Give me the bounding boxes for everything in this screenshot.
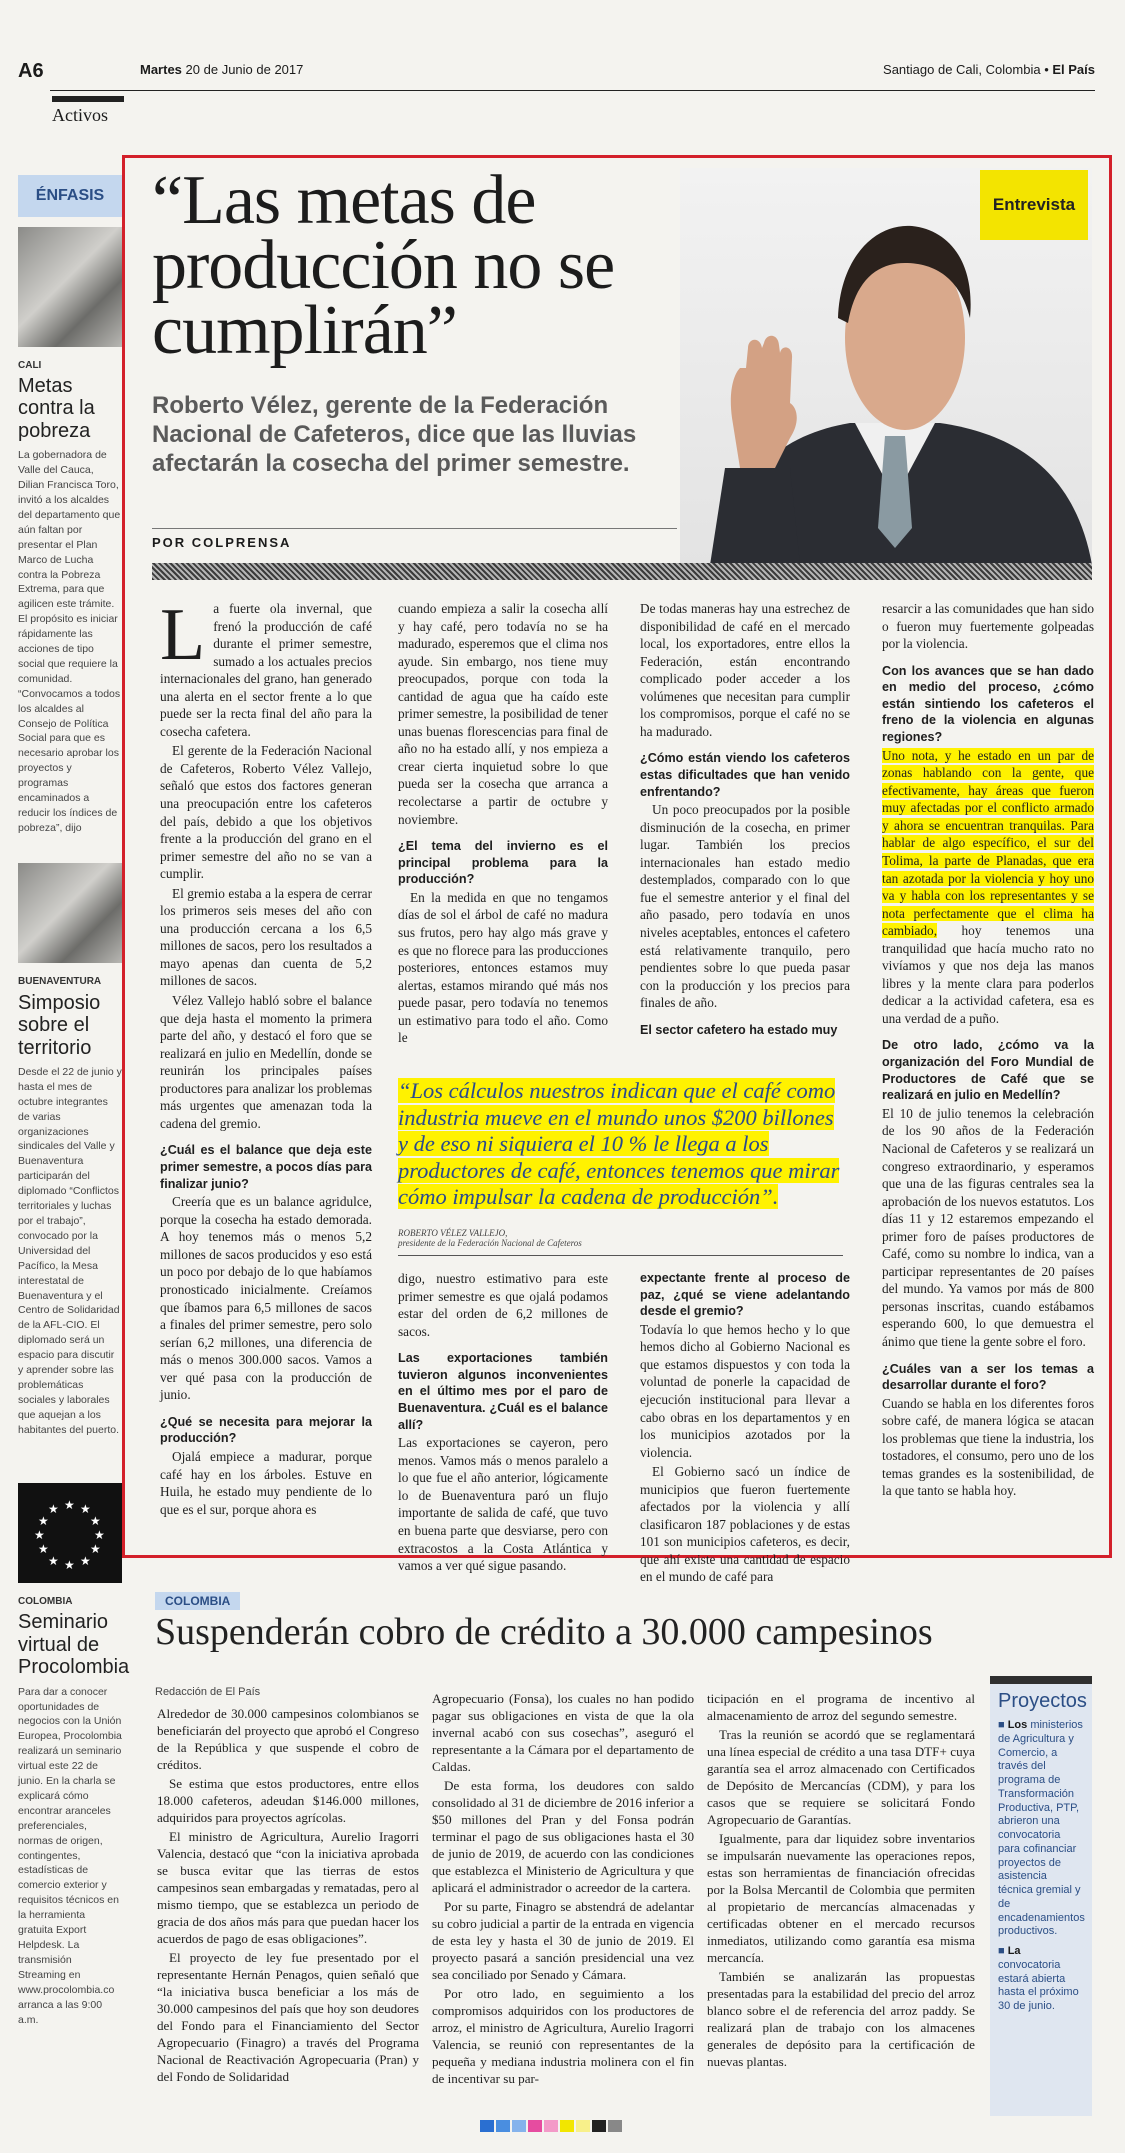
section-tag: Activos	[52, 96, 124, 140]
projects-sidebar	[990, 1676, 1092, 2116]
paragraph: Por otro lado, en seguimiento a los compromisos adquiridos con los productores de arroz, el ministro de Agricultura, Aurelio Iragorri Valencia, se reunió con representantes de la pequeña y mediana industria molinera con el fin de incentivar su par-	[432, 1986, 694, 2087]
pull-quote	[398, 1078, 843, 1211]
left-rail	[18, 175, 130, 2045]
article2-byline: Redacción de El País	[155, 1686, 261, 1698]
article2-column-3	[707, 1690, 975, 2125]
paragraph: El Gobierno sacó un índice de municipios que fueron fuertemente afectados por la violencia y allí clasificaron 187 poblaciones y de estas 101 son municipios cafeteros, es decir, que ahí existe una cantidad de espacio en el mundo de café para	[640, 1464, 850, 1585]
color-swatch	[480, 2120, 494, 2132]
rail-photo-buenaventura	[18, 863, 122, 963]
enfasis-label: ÉNFASIS	[18, 175, 122, 217]
paragraph: El ministro de Agricultura, Aurelio Iragorri Valencia, destacó que “con la iniciativa aprobada se busca evitar que las tierras de estos campesinos sean embargadas y rematadas, pero al mismo tiempo, que se establezca un periodo de gracia de dos años más para que puedan hacer los acuerdos de pago de esas obligaciones”.	[157, 1829, 419, 1947]
paragraph: Alrededor de 30.000 campesinos colombianos se beneficiarán del proyecto que aprobó el Congreso de la República y que suspende el cobro de créditos.	[157, 1706, 419, 1773]
paragraph: El proyecto de ley fue presentado por el representante Hernán Penagos, quien señaló que “la iniciativa busca beneficiar a los más de 30.000 campesinos del país que hoy son deudores del Fondo para el Financiamiento del Sector Agropecuario (Finagro) a través del Programa Nacional de Reactivación Agropecuaria (Pran) y del Fondo de Solidaridad	[157, 1950, 419, 2085]
question: De otro lado, ¿cómo va la organización del Foro Mundial de Productores de Café que se realizará en julio en Medellín?	[882, 1038, 1094, 1103]
paragraph: Vélez Vallejo habló sobre el balance que deja hasta el momento la primera parte del año, y destacó el foro que se realizará en julio en Medellín, donde se reunirán los principales países productores para analizar los problemas más urgentes que amenazan toda la cadena del gremio.	[160, 993, 372, 1131]
header-paper: El País	[1052, 62, 1095, 77]
question: El sector cafetero ha estado muy	[640, 1022, 838, 1037]
paragraph: El gerente de la Federación Nacional de Cafeteros, Roberto Vélez Vallejo, señaló que estos dos factores generan una preocupación entre los cafeteros del país, debido a que los objetivos frente a la producción del grano en el primer semestre del año no se van a cumplir.	[160, 743, 372, 882]
paragraph: Tras la reunión se acordó que se reglamentará una línea especial de crédito a una tasa DTF+ cuya garantía sea el arroz almacenado con Certificados de Depósito de Mercancías (CDM), y para los casos que se requiere se solicitará Fondo Agropecuario de Garantías.	[707, 1727, 975, 1828]
sidebar-top-bar	[990, 1676, 1092, 1684]
paragraph: También se analizarán las propuestas presentadas para la estabilidad del precio del arroz blanco sobre el de referencia del arroz paddy. Se realizará plan de trabajo con los almacenes generales de depósito para la certificación de nuevas plantas.	[707, 1969, 975, 2070]
paragraph: En la medida en que no tengamos días de sol el árbol de café no madura sus frutos, pero hay algo más grave y es que no florece para las producciones posteriores, entonces estamos muy alertas, estamos mirando qué más nos puede pasar, pero todavía no tenemos un estimativo para todo el año. Como le	[398, 889, 608, 1046]
sidebar-item: ■ Los ministerios de Agricultura y Comercio, a través del programa de Transformación Productiva, PTP, abrieron una convocatoria para cofinanciar proyectos de asistencia técnica gremial y de encadenamientos productivos.	[998, 1719, 1085, 1938]
pull-quote-rule	[398, 1255, 843, 1256]
paragraph: Creería que es un balance agridulce, porque la cosecha ha estado demorada. A hoy tenemos más o menos 5,2 millones de sacos producidos y eso está un poco por debajo de lo que habíamos pronosticado inicialmente. Creíamos que íbamos para 6,5 millones de sacos a finales del primer semestre, pero solo serían 6,2 millones, una diferencia de más o menos 300.000 sacos. Vamos a ver qué pasa con la producción de junio.	[160, 1194, 372, 1403]
paragraph: cuando empieza a salir la cosecha allí y hay café, pero todavía no se ha madurado, esperemos que el clima nos ayude. Sin embargo, nos tiene muy preocupados, porque con toda la cantidad de agua que ha caído este primer semestre, la posibilidad de tener unas buenas florescencias para final de año no ha estado allí, y nos empieza a crear cierta inquietud sobre lo que pueda ser la cosecha que arranca a recolectarse a partir de octubre y noviembre.	[398, 601, 608, 827]
article-column-1	[160, 594, 372, 1517]
color-swatch	[496, 2120, 510, 2132]
rail-body: La gobernadora de Valle del Cauca, Dilian Francisca Toro, invitó a los alcaldes del departamento que aún faltan por presentar el Plan Marco de Lucha contra la Pobreza Extrema, para que agilicen este trámite. El propósito es iniciar rápidamente las acciones de tipo social que requiere la comunidad. “Convocamos a todos los alcaldes al Consejo de Política Social para que es necesario aprobar los proyectos y programas encaminados a reducir los índices de pobreza”, dijo	[18, 449, 121, 834]
question: ¿Cómo están viendo los cafeteros estas dificultades que han venido enfrentando?	[640, 751, 850, 799]
header-weekday: Martes	[140, 62, 182, 77]
highlighted-text: Uno nota, y he estado en un par de zonas hablando con la gente, que efectivamente, hay áreas que fueron muy afectadas por el conflicto armado y ahora se encuentran tranquilas. Para hablar de algo específico, el sur del Tolima, la parte de Planadas, que era tan azotada por la violencia y hoy uno va y habla con los representantes y se nota perfectamente que el clima ha cambiado,	[882, 747, 1094, 939]
rail-headline: Seminario virtual de Procolombia	[18, 1611, 130, 1679]
page-number: A6	[18, 60, 44, 82]
article-column-3-bottom	[640, 1270, 850, 1585]
paragraph: resarcir a las comunidades que han sido o fueron muy fuertemente golpeadas por la violencia.	[882, 601, 1094, 652]
color-swatch	[592, 2120, 606, 2132]
paragraph: Ojalá empiece a madurar, porque café hay en los árboles. Estuve en Huila, he estado muy pendiente de lo que es el sur, porque ahora es	[160, 1449, 372, 1517]
header-city-text: Santiago de Cali, Colombia	[883, 62, 1041, 77]
header-rule	[50, 90, 1095, 91]
question: ¿El tema del invierno es el principal problema para la producción?	[398, 839, 608, 887]
sidebar-item-lead: La	[1007, 1945, 1021, 1957]
sidebar-item-lead: Los	[1007, 1719, 1028, 1731]
article-headline: “Las metas de producción no se cumplirán”	[152, 162, 615, 370]
pull-quote-name: ROBERTO VÉLEZ VALLEJO,	[398, 1228, 508, 1238]
color-swatch	[528, 2120, 542, 2132]
article2-kicker: COLOMBIA	[155, 1592, 240, 1610]
sidebar-item: ■ La convocatoria estará abierta hasta el próximo 30 de junio.	[998, 1945, 1079, 2012]
rail-kicker: CALI	[18, 359, 42, 371]
paragraph: Agropecuario (Fonsa), los cuales no han podido pagar sus obligaciones en vista de que la ola invernal acabó con sus cosechas”, aseguró el representante a la Cámara por el departamento de Caldas.	[432, 1691, 694, 1775]
color-swatch	[576, 2120, 590, 2132]
paragraph: Cuando se habla en los diferentes foros sobre café, de manera lógica se atacan los problemas que tiene la industria, los tostadores, el consumo, pero uno de los temas grandes es la sostenibilidad, de la que tanto se habla hoy.	[882, 1395, 1094, 1499]
color-swatch	[544, 2120, 558, 2132]
question: Las exportaciones también tuvieron algunos inconvenientes en el último mes por el paro de Buenaventura. ¿Cuál es el balance allí?	[398, 1351, 608, 1432]
paragraph: El 10 de julio tenemos la celebración de los 90 años de la Federación Nacional de Cafeteros y se realizará un congreso extraordinario, y esperamos que una de las figuras centrales sea la aprobación de los nuevos estatutos. Los días 11 y 12 estaremos empezando el primer foro de países productores de Café, como su nombre lo indica, van a participar representantes de 20 países del mundo. Ya vamos por más de 800 personas inscritas, cuando estábamos esperando 600, lo que demuestra el ánimo que tiene la gente sobre el foro.	[882, 1105, 1094, 1349]
rail-kicker: COLOMBIA	[18, 1595, 73, 1607]
question: Con los avances que se han dado en medio del proceso, ¿cómo están sintiendo los cafeteros el freno de la violencia en algunas regiones?	[882, 663, 1094, 745]
rail-photo-cali	[18, 227, 122, 347]
paragraph: a fuerte ola invernal, que frenó la producción de café durante el primer semestre, sumado a los actuales precios internacionales del grano, han generado una alerta en el sector frente a lo que puede ser la recta final del año para la cosecha cafetera.	[160, 601, 372, 739]
paragraph: ticipación en el programa de incentivo al almacenamiento de arroz del segundo semestre.	[707, 1691, 975, 1724]
sidebar-item-text: ministerios de Agricultura y Comercio, a través del programa de Transformación Productiva, PTP, abrieron una convocatoria para cofinanciar proyectos de asistencia técnica gremial y de encadenamientos productivos.	[998, 1719, 1085, 1938]
rail-body: Desde el 22 de junio y hasta el mes de octubre integrantes de varias organizaciones sindicales del Valle y Buenaventura participarán del diplomado “Conflictos territoriales y luchas por el trabajo”, convocado por la Universidad del Pacífico, la Mesa interestatal de Buenaventura y el Centro de Solidaridad de la AFL-CIO. El diplomado será un espacio para discutir y aprender sobre las problemáticas sociales y laborales que aquejan a los habitantes del puerto.	[18, 1065, 122, 1436]
question: ¿Qué se necesita para mejorar la producción?	[160, 1414, 372, 1446]
paragraph: Las exportaciones se cayeron, pero menos. Vamos más o menos paralelo a lo que fue el año anterior, lógicamente lo de Buenaventura paró un flujo importante de salida de café, que tuvo en buena parte que desviarse, pero con extracostos a la Costa Atlántica y vamos a ver qué sigue pasando.	[398, 1435, 608, 1574]
article-column-3-top	[640, 600, 850, 1070]
pull-quote-text: “Los cálculos nuestros indican que el café como industria mueve en el mundo unos $200 billones y de eso ni siquiera el 10 % le llega a los productores de café, entonces tenemos que mirar cómo impulsar la cadena de producción”.	[398, 1078, 840, 1210]
paragraph: digo, nuestro estimativo para este primer semestre es que ojalá podamos estar del orden de 6,2 millones de sacos.	[398, 1271, 608, 1339]
header-city: Santiago de Cali, Colombia • El País	[883, 62, 1095, 77]
paragraph: De todas maneras hay una estrechez de disponibilidad de café en el mercado local, los exportadores, entre ellos la Federación, están encontrando complicado poder acceder a los volúmenes que necesitan para cumplir los compromisos, porque el café no se ha madurado.	[640, 601, 850, 739]
hatch-divider	[152, 563, 1092, 580]
pull-quote-attribution	[398, 1228, 843, 1248]
deck-rule	[152, 528, 677, 529]
question: expectante frente al proceso de paz, ¿qué se viene adelantando desde el gremio?	[640, 1271, 850, 1319]
drop-cap: L	[160, 594, 206, 676]
paragraph: Se estima que estos productores, entre ellos 18.000 cafeteros, adeudan $146.000 millones, adquiridos para proyectos agrícolas.	[157, 1776, 419, 1826]
rail-kicker: BUENAVENTURA	[18, 976, 102, 988]
article-byline: POR COLPRENSA	[152, 535, 292, 550]
rail-headline: Metas contra la pobreza	[18, 375, 95, 442]
print-color-bar	[480, 2120, 622, 2132]
paragraph: Todavía lo que hemos hecho y lo que hemos dicho al Gobierno Nacional es que estamos dispuestos y con toda la voluntad de ponerle la capacidad de ejecución institucional para llevar a cabo obras en los departamentos y en los municipios azotados por la violencia.	[640, 1321, 850, 1460]
article2-column-1	[157, 1705, 419, 2125]
paragraph: Por su parte, Finagro se abstendrá de adelantar su cobro judicial a partir de la entrada en vigencia de esta ley y hasta el 30 de junio de 2019. El proyecto pasará a sanción presidencial una vez sea conciliado por Senado y Cámara.	[432, 1899, 694, 1983]
article-deck: Roberto Vélez, gerente de la Federación Nacional de Cafeteros, dice que las lluvias afectarán la cosecha del primer semestre.	[152, 392, 637, 477]
question: ¿Cuáles van a ser los temas a desarrollar durante el foro?	[882, 1361, 1094, 1393]
paragraph: De esta forma, los deudores con saldo consolidado al 31 de diciembre de 2016 inferior a $50 millones del Pran y del Fonsa podrán terminar el pago de sus obligaciones hasta el 30 de junio de 2019, de acuerdo con las condiciones que establezca el Ministerio de Agricultura y que aplicará el administrador o acreedor de la cartera.	[432, 1778, 694, 1896]
eu-flag-image: ★ ★ ★ ★ ★ ★ ★ ★ ★ ★ ★ ★	[18, 1483, 122, 1583]
article-column-2-bottom	[398, 1270, 608, 1574]
paragraph-rest: hoy tenemos una tranquilidad que hacía mucho rato no vivíamos y que nos deja las manos libres y la mente clara para poderlos dedicar a la actividad cafetera, esa es una verdad de a puño.	[882, 923, 1094, 1026]
rail-body: Para dar a conocer oportunidades de negocios con la Unión Europea, Procolombia realizará un seminario virtual este 22 de junio. En la charla se explicará cómo encontrar aranceles preferenciales, normas de origen, contingentes, estadísticas de comercio exterior y requisitos técnicos en la herramienta gratuita Export Helpdesk. La transmisión Streaming en www.procolombia.co arranca a las 9:00 a.m.	[18, 1685, 122, 2026]
color-swatch	[608, 2120, 622, 2132]
article2-column-2	[432, 1690, 694, 2125]
question: ¿Cuál es el balance que deja este primer semestre, a pocos días para finalizar junio?	[160, 1143, 372, 1191]
rail-headline: Simposio sobre el territorio	[18, 991, 101, 1059]
article2-headline: Suspenderán cobro de crédito a 30.000 campesinos	[155, 1611, 933, 1653]
color-swatch	[560, 2120, 574, 2132]
color-swatch	[512, 2120, 526, 2132]
header-date	[140, 62, 303, 77]
paragraph: Igualmente, para dar liquidez sobre inventarios se impulsarán nuevamente las operaciones repos, estas son herramientas de financiación ofrecidas por la Bolsa Mercantil de Colombia que permiten al propietario de mercancías almacenadas y certificadas obtener en el mercado recursos inmediatos, utilizando como garantía esa misma mercancía.	[707, 1831, 975, 1966]
article-column-4	[882, 600, 1094, 1520]
article-column-2-top	[398, 600, 608, 1070]
entrevista-tag: Entrevista	[980, 170, 1088, 240]
paragraph: El gremio estaba a la espera de cerrar los primeros seis meses del año con una producción cercana a los 6,5 millones de sacos, pero los resultados a mayo apenas dan cuenta de 5,2 millones de sacos.	[160, 885, 372, 989]
sidebar-item-text: convocatoria estará abierta hasta el próximo 30 de junio.	[998, 1958, 1079, 2012]
pull-quote-role: presidente de la Federación Nacional de Cafeteros	[398, 1238, 582, 1248]
paragraph: Un poco preocupados por la posible disminución de la cosecha, en primer lugar. También los precios internacionales han estado medio destemplados, comparado con lo que fue el semestre anterior y el final del año pasado, pero todavía en unos niveles aceptables, entonces el cafetero está relativamente tranquilo, pero pendientes sobre lo que pueda pasar con la producción y los precios para finales de año.	[640, 802, 850, 1011]
header-date-text: 20 de Junio de 2017	[185, 62, 304, 77]
sidebar-title: Proyectos	[998, 1690, 1087, 1712]
